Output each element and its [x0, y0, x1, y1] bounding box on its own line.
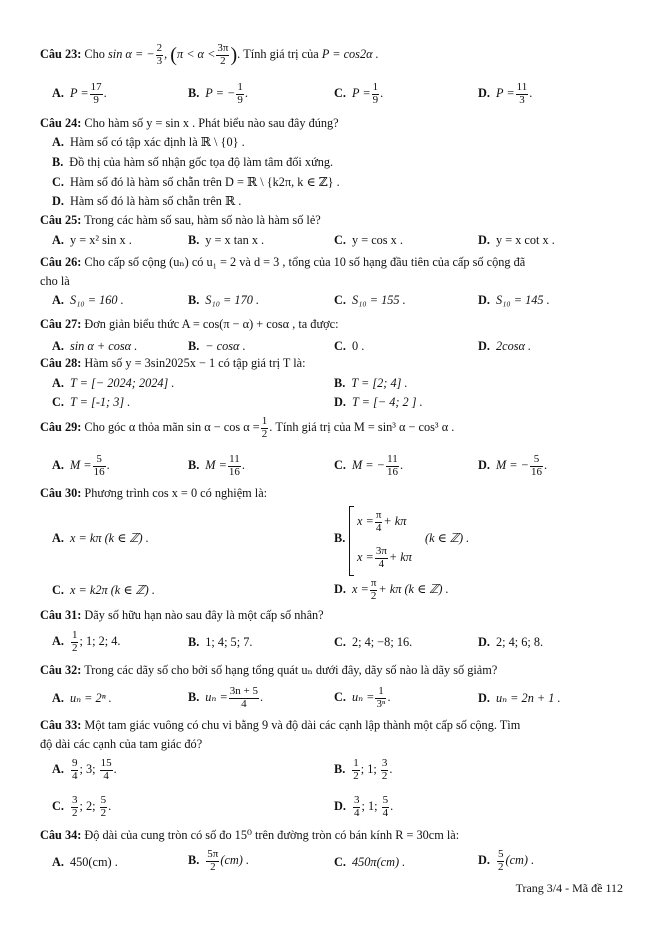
- question-26: Câu 26: Cho cấp số cộng (uₙ) có u₁ = 2 và d = 3 , tổng của 10 số hạng đầu tiên của cấp số cộng đã: [40, 255, 526, 269]
- question-34: Câu 34: Độ dài của cung tròn có số đo 15⁰ trên đường tròn có bán kính R = 30cm là:: [40, 828, 460, 842]
- q24-option-a[interactable]: A. Hàm số có tập xác định là ℝ \ {0} .: [52, 135, 245, 149]
- q31-option-a[interactable]: A. $\frac{1}{2}$ ; 1; 2; 4.: [52, 629, 121, 654]
- q31-option-d[interactable]: D. 2; 4; 6; 8.: [478, 635, 544, 649]
- question-27: Câu 27: Đơn giản biểu thức A = cos(π − α) + cosα , ta được:: [40, 317, 339, 331]
- q25-option-a[interactable]: A. y = x² sin x .: [52, 233, 132, 247]
- q27-option-c[interactable]: C. 0 .: [334, 339, 365, 353]
- q25-option-c[interactable]: C. y = cos x .: [334, 233, 403, 247]
- q31-option-c[interactable]: C. 2; 4; −8; 16.: [334, 635, 413, 649]
- q28-option-a[interactable]: A. T = [− 2024; 2024] .: [52, 376, 175, 390]
- q30-option-a[interactable]: A. x = kπ (k ∈ ℤ) .: [52, 531, 149, 545]
- q34-option-d[interactable]: D. $\frac{5}{2}$ (cm) .: [478, 848, 535, 873]
- question-31: Câu 31: Dãy số hữu hạn nào sau đây là một cấp số nhân?: [40, 608, 324, 622]
- q34-option-a[interactable]: A. 450(cm) .: [52, 855, 118, 869]
- q33-option-d[interactable]: D. $\frac{3}{4}$ ; 1; $\frac{5}{4}$ .: [334, 794, 394, 819]
- q27-option-d[interactable]: D. 2cosα .: [478, 339, 532, 353]
- q33-option-a[interactable]: A. $\frac{9}{4}$ ; 3; $\frac{15}{4}$ .: [52, 757, 117, 782]
- q24-option-b[interactable]: B. Đồ thị của hàm số nhận gốc tọa độ làm tâm đối xứng.: [52, 155, 334, 169]
- q30-option-b-label[interactable]: B.: [334, 531, 346, 545]
- q25-option-d[interactable]: D. y = x cot x .: [478, 233, 555, 247]
- q23-option-b[interactable]: B. P = − $\frac{1}{9}$ .: [188, 81, 248, 106]
- q27-option-a[interactable]: A. sin α + cosα .: [52, 339, 138, 353]
- q34-option-c[interactable]: C. 450π(cm) .: [334, 855, 406, 869]
- q29-option-b[interactable]: B. M = $\frac{11}{16}$ .: [188, 453, 245, 478]
- q23-option-c[interactable]: C. P = $\frac{1}{9}$ .: [334, 81, 384, 106]
- q26-option-c[interactable]: C. S₁₀ = 155 .: [334, 293, 406, 307]
- q30-option-c[interactable]: C. x = k2π (k ∈ ℤ) .: [52, 583, 155, 597]
- q26-option-d[interactable]: D. S₁₀ = 145 .: [478, 293, 550, 307]
- q24-option-d[interactable]: D. Hàm số đó là hàm số chẵn trên ℝ .: [52, 194, 242, 208]
- question-26-cont: cho là: [40, 274, 70, 288]
- q23-option-d[interactable]: D. P = $\frac{11}{3}$ .: [478, 81, 533, 106]
- question-29: Câu 29: Cho góc α thỏa mãn sin α − cos α = $\frac{1}{2}$ . Tính giá trị của M = sin³ α − cos³ α .: [40, 415, 455, 440]
- q28-option-b[interactable]: B. T = [2; 4] .: [334, 376, 408, 390]
- q30-option-d[interactable]: D. x = $\frac{\pi}{2}$ + kπ (k ∈ ℤ) .: [334, 577, 449, 602]
- q29-option-a[interactable]: A. M = $\frac{5}{16}$ .: [52, 453, 110, 478]
- q32-option-d[interactable]: D. uₙ = 2n + 1 .: [478, 691, 561, 705]
- q24-option-c[interactable]: C. Hàm số đó là hàm số chẵn trên D = ℝ \ {k2π, k ∈ ℤ} .: [52, 175, 340, 189]
- q32-option-a[interactable]: A. uₙ = 2ⁿ .: [52, 691, 112, 705]
- q31-option-b[interactable]: B. 1; 4; 5; 7.: [188, 635, 253, 649]
- question-28: Câu 28: Hàm số y = 3sin2025x − 1 có tập giá trị T là:: [40, 356, 306, 370]
- question-33: Câu 33: Một tam giác vuông có chu vi bằng 9 và độ dài các cạnh lập thành một cấp số cộng. Tìm: [40, 718, 521, 732]
- q34-option-b[interactable]: B. $\frac{5\pi}{2}$ (cm) .: [188, 848, 250, 873]
- q28-option-d[interactable]: D. T = [− 4; 2 ] .: [334, 395, 423, 409]
- question-33-cont: độ dài các cạnh của tam giác đó?: [40, 737, 203, 751]
- page-footer: Trang 3/4 - Mã đề 112: [515, 881, 623, 895]
- q30-option-b-system[interactable]: x = $\frac{\pi}{4}$ + kπ x = $\frac{3\pi}{4}$ + kπ (k ∈ ℤ) .: [349, 506, 489, 578]
- q26-option-b[interactable]: B. S₁₀ = 170 .: [188, 293, 260, 307]
- question-25: Câu 25: Trong các hàm số sau, hàm số nào là hàm số lẻ?: [40, 213, 321, 227]
- bracket-icon: [349, 506, 354, 576]
- question-24: Câu 24: Cho hàm số y = sin x . Phát biểu nào sau đây đúng?: [40, 116, 339, 130]
- question-30: Câu 30: Phương trình cos x = 0 có nghiệm là:: [40, 486, 268, 500]
- question-23: Câu 23: Cho sin α = − $\frac{2}{3}$ , (π < α < $\frac{3\pi}{2}$ ). Tính giá trị của P = cos2α .: [40, 42, 379, 67]
- q29-option-d[interactable]: D. M = − $\frac{5}{16}$ .: [478, 453, 548, 478]
- q32-option-c[interactable]: C. uₙ = $\frac{1}{\text{3ⁿ}}$ .: [334, 685, 391, 710]
- q25-option-b[interactable]: B. y = x tan x .: [188, 233, 265, 247]
- q33-option-b[interactable]: B. $\frac{1}{2}$ ; 1; $\frac{3}{2}$ .: [334, 757, 393, 782]
- q32-option-b[interactable]: B. uₙ = $\frac{3n + 5}{4}$ .: [188, 685, 264, 710]
- q27-option-b[interactable]: B. − cosα .: [188, 339, 246, 353]
- q23-option-a[interactable]: A. P = $\frac{17}{9}$ .: [52, 81, 107, 106]
- question-32: Câu 32: Trong các dãy số cho bởi số hạng tổng quát uₙ dưới đây, dãy số nào là dãy số giảm?: [40, 663, 498, 677]
- q33-option-c[interactable]: C. $\frac{3}{2}$ ; 2; $\frac{5}{2}$ .: [52, 794, 112, 819]
- q28-option-c[interactable]: C. T = [-1; 3] .: [52, 395, 131, 409]
- q26-option-a[interactable]: A. S₁₀ = 160 .: [52, 293, 124, 307]
- q29-option-c[interactable]: C. M = − $\frac{11}{16}$ .: [334, 453, 404, 478]
